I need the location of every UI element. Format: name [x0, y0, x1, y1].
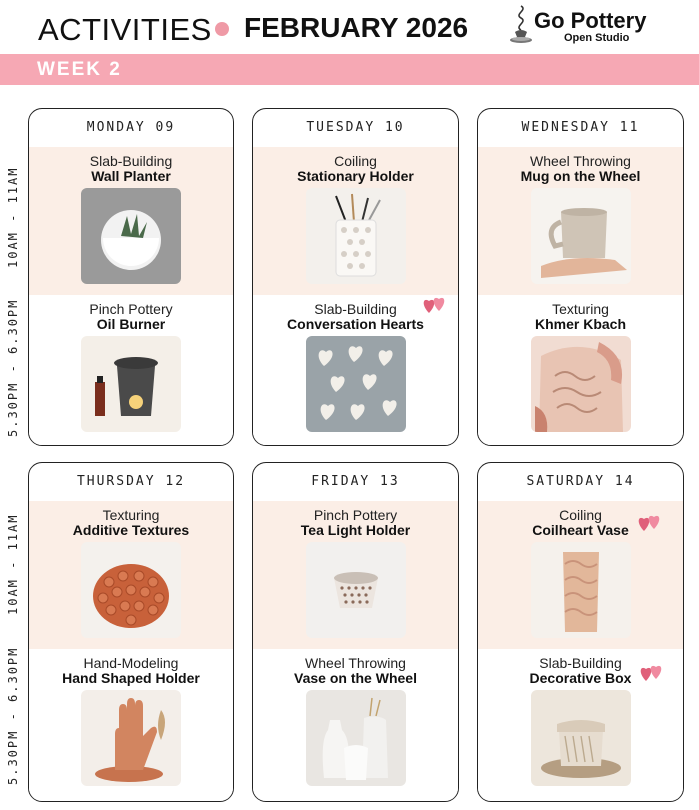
session-activity: Oil Burner [96, 316, 166, 332]
session-activity: Vase on the Wheel [294, 670, 417, 686]
separator-dot [215, 22, 229, 36]
pm-session [478, 649, 683, 799]
day-title: FRIDAY 13 [253, 463, 458, 502]
session-activity: Coilheart Vase [532, 522, 629, 538]
session-activity: Wall Planter [91, 168, 171, 184]
oil-burner-photo [81, 336, 181, 432]
session-activity: Mug on the Wheel [520, 168, 641, 184]
brand-logo [508, 4, 698, 52]
day-card-saturday [477, 462, 684, 802]
conversation-hearts-photo [306, 336, 406, 432]
day-card-tuesday [252, 108, 459, 446]
day-title: TUESDAY 10 [253, 109, 458, 148]
day-title: THURSDAY 12 [29, 463, 233, 502]
coilheart-vase-photo [531, 542, 631, 638]
session-category: Hand-Modeling [83, 655, 179, 671]
mug-photo [531, 188, 631, 284]
hearts-icon [636, 511, 664, 533]
am-session [253, 147, 458, 295]
session-category: Texturing [102, 507, 160, 523]
pm-session [29, 649, 233, 799]
session-category: Texturing [552, 301, 609, 317]
wall-planter-photo [81, 188, 181, 284]
day-card-friday [252, 462, 459, 802]
session-activity: Hand Shaped Holder [62, 670, 200, 686]
day-card-monday [28, 108, 234, 446]
month-title: FEBRUARY 2026 [244, 12, 469, 43]
brand-name: Go Pottery [534, 8, 647, 33]
page-header [0, 0, 699, 56]
week-banner [0, 54, 699, 85]
pm-session [29, 295, 233, 445]
session-activity: Tea Light Holder [300, 522, 411, 538]
am-session [478, 147, 683, 295]
day-card-thursday [28, 462, 234, 802]
session-category: Coiling [334, 153, 377, 169]
session-activity: Stationary Holder [297, 168, 414, 184]
brand-subtitle: Open Studio [564, 32, 630, 44]
hearts-icon [421, 293, 449, 315]
am-session [478, 501, 683, 649]
session-category: Coiling [559, 507, 602, 523]
day-card-wednesday [477, 108, 684, 446]
day-title: WEDNESDAY 11 [478, 109, 683, 148]
am-session [253, 501, 458, 649]
khmer-kbach-photo [531, 336, 631, 432]
pottery-wheel-icon [508, 4, 534, 48]
stationary-holder-photo [306, 188, 406, 284]
session-category: Slab-Building [539, 655, 622, 671]
session-category: Pinch Pottery [313, 507, 398, 523]
vases-photo [306, 690, 406, 786]
pm-session [253, 295, 458, 445]
hand-holder-photo [81, 690, 181, 786]
session-category: Wheel Throwing [305, 655, 406, 671]
session-category: Slab-Building [89, 153, 173, 169]
activities-title: ACTIVITIES [38, 12, 212, 47]
session-category: Slab-Building [314, 301, 397, 317]
pm-session [253, 649, 458, 799]
decorative-box-photo [531, 690, 631, 786]
session-activity: Decorative Box [529, 670, 632, 686]
hearts-icon [638, 661, 666, 683]
tea-light-photo [306, 542, 406, 638]
am-session [29, 147, 233, 295]
pm-session [478, 295, 683, 445]
week-label: WEEK 2 [37, 59, 122, 80]
additive-textures-photo [81, 542, 181, 638]
session-category: Wheel Throwing [530, 153, 631, 169]
am-session [29, 501, 233, 649]
session-category: Pinch Pottery [89, 301, 173, 317]
day-title: SATURDAY 14 [478, 463, 683, 502]
session-activity: Khmer Kbach [534, 316, 627, 332]
session-activity: Conversation Hearts [287, 316, 424, 332]
day-title: MONDAY 09 [29, 109, 233, 148]
session-activity: Additive Textures [72, 522, 190, 538]
